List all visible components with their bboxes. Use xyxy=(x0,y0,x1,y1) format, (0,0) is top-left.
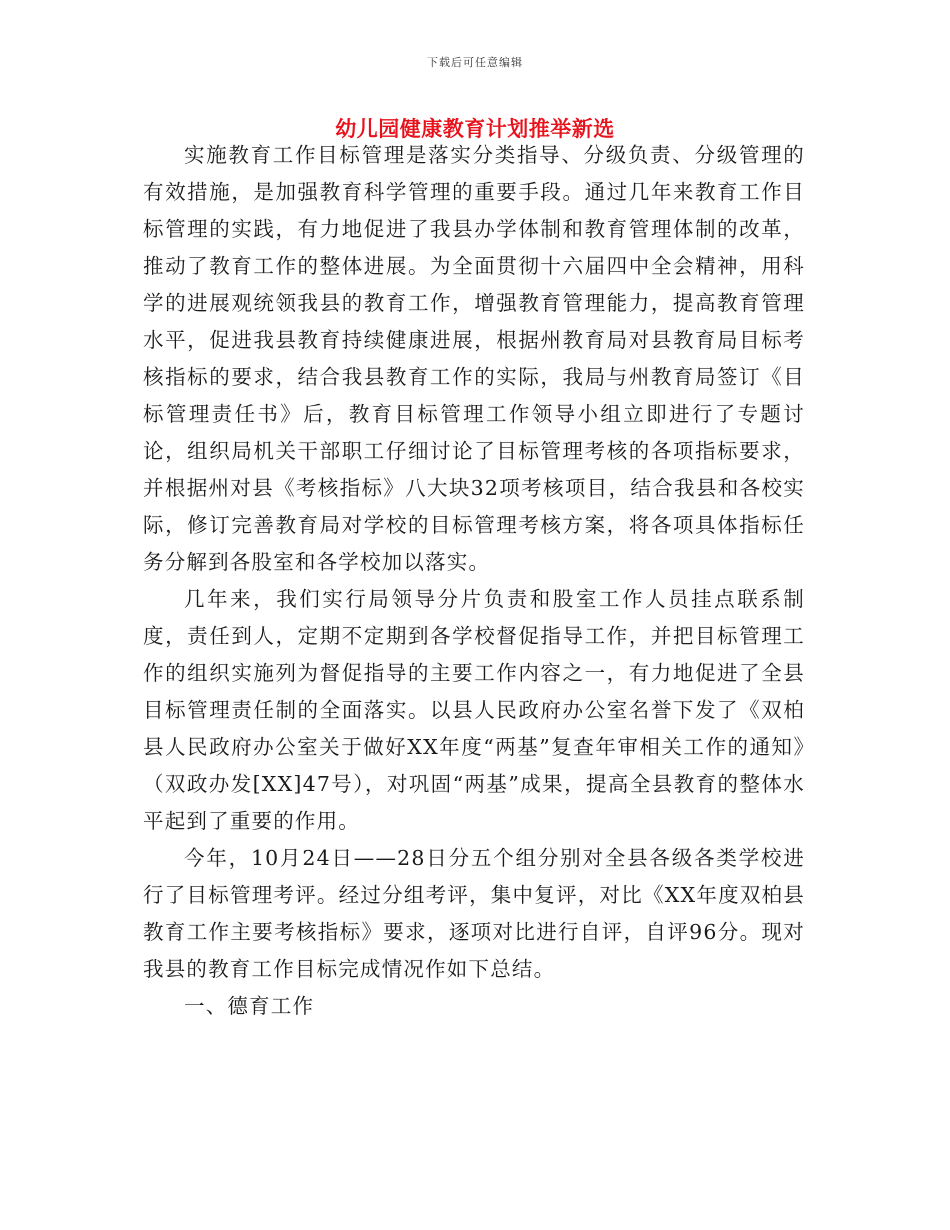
document-body xyxy=(143,137,805,1025)
paragraph-1: 实施教育工作目标管理是落实分类指导、分级负责、分级管理的有效措施，是加强教育科学管理的重要手段。通过几年来教育工作目标管理的实践，有力地促进了我县办学体制和教育管理体制的改革，推动了教育工作的整体进展。为全面贯彻十六届四中全会精神，用科学的进展观统领我县的教育工作，增强教育管理能力，提高教育管理水平，促进我县教育持续健康进展，根据州教育局对县教育局目标考核指标的要求，结合我县教育工作的实际，我局与州教育局签订《目标管理责任书》后，教育目标管理工作领导小组立即进行了专题讨论，组织局机关干部职工仔细讨论了目标管理考核的各项指标要求，并根据州对县《考核指标》八大块32项考核项目，结合我县和各校实际，修订完善教育局对学校的目标管理考核方案，将各项具体指标任务分解到各股室和各学校加以落实。 xyxy=(143,143,805,574)
paragraph-2: 几年来，我们实行局领导分片负责和股室工作人员挂点联系制度，责任到人，定期不定期到各学校督促指导工作，并把目标管理工作的组织实施列为督促指导的主要工作内容之一，有力地促进了全县目标管理责任制的全面落实。以县人民政府办公室名誉下发了《双柏县人民政府办公室关于做好XX年度“两基”复查年审相关工作的通知》（双政办发[XX]47号），对巩固“两基”成果，提高全县教育的整体水平起到了重要的作用。 xyxy=(143,587,805,833)
header-note: 下载后可任意编辑 xyxy=(427,56,523,69)
document-title: 幼儿园健康教育计划推举新选 xyxy=(335,116,615,141)
section-heading-moral-education: 一、德育工作 xyxy=(184,994,315,1018)
paragraph-3: 今年，10月24日——28日分五个组分别对全县各级各类学校进行了目标管理考评。经过分组考评，集中复评，对比《XX年度双柏县教育工作主要考核指标》要求，逐项对比进行自评，自评96分。现对我县的教育工作目标完成情况作如下总结。 xyxy=(143,846,805,981)
